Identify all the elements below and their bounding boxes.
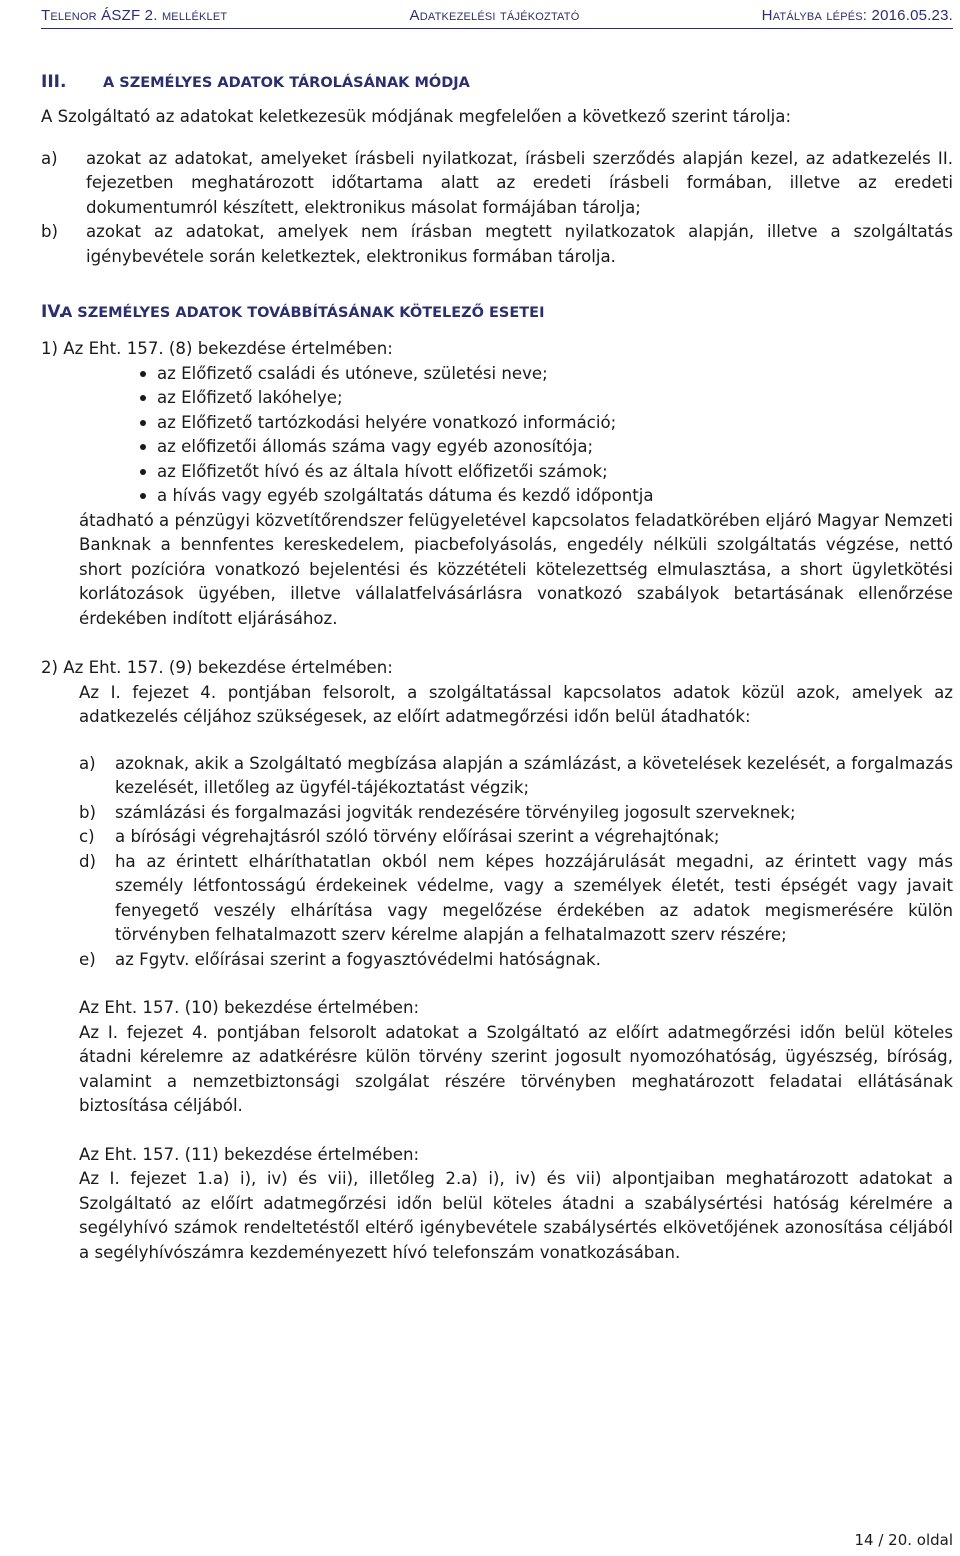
paragraph: A Szolgáltató az adatokat keletkezesük módjának megfelelően a következő szerint tárolja: — [41, 107, 792, 126]
page-number: 14 / 20. oldal — [854, 1531, 953, 1549]
header-center: Adatkezelési tájékoztató — [409, 6, 580, 24]
paragraph: Az I. fejezet 4. pontjában felsorolt adatokat a Szolgáltató az előírt adatmegőrzési időn belül köteles átadni kérelemre az adatkérésre külön törvény szerint jogosult nyomozóhatóság, ügyészség, bíróság, valamint a nemzetbiztonsági szolgálat részére törvényben meghatározott feladatai ellátásának biztosítása céljából. — [79, 1022, 953, 1115]
list-text: az Fgytv. előírásai szerint a fogyasztóvédelmi hatóságnak. — [115, 949, 601, 969]
list-item — [41, 752, 953, 801]
bullet-icon — [41, 460, 157, 485]
list-item: az Előfizető lakóhelye; — [41, 386, 953, 411]
bullet-icon — [41, 435, 157, 460]
list-item: a hívás vagy egyéb szolgáltatás dátuma és kezdő időpontja — [41, 484, 953, 509]
section-heading — [41, 72, 953, 92]
section-number: III. — [41, 72, 67, 92]
paragraph-heading: Az Eht. 157. (10) bekezdése értelmében: — [79, 998, 420, 1017]
storage-list — [41, 147, 953, 270]
list-label: a) — [41, 148, 58, 168]
section-number: IV. — [41, 302, 65, 322]
list-item: az Előfizető tartózkodási helyére vonatkozó információ; — [41, 411, 953, 436]
list-text: ha az érintett elháríthatatlan okból nem képes hozzájárulását megadni, az érintett vagy más személy létfontosságú érdekeinek védelme, vagy a személyek életét, testi épségét vagy javait fenyegető veszély elhárítása vagy megelőzése érdekében az adatok megismerésére külön törvényben felhatalmazott szerv kérelme alapján a felhatalmazott szerv részére; — [115, 851, 953, 944]
paragraph: Az I. fejezet 4. pontjában felsorolt, a szolgáltatással kapcsolatos adatok közül azok, amelyek az adatkezelés céljához szükségesek, az előírt adatmegőrzési időn belül átadhatók: — [79, 682, 953, 726]
list-item: az Előfizetőt hívó és az általa hívott előfizetői számok; — [41, 460, 953, 485]
list-label: c) — [79, 827, 95, 846]
list-text: számlázási és forgalmazási jogviták rendezésére törvényileg jogosult szerveknek; — [115, 802, 796, 822]
bullet-icon — [41, 411, 157, 436]
list-item — [41, 850, 953, 948]
bullet-icon — [41, 484, 157, 509]
header-rule — [41, 28, 953, 29]
list-label: b) — [79, 802, 97, 822]
bullet-list — [41, 362, 953, 509]
list-label: e) — [79, 949, 96, 969]
recipient-list — [41, 752, 953, 973]
list-item: az Előfizető családi és utóneve, születési neve; — [41, 362, 953, 387]
list-item — [41, 220, 953, 269]
list-text: azokat az adatokat, amelyek nem írásban megtett nyilatkozatok alapján, illetve a szolgáltatás igénybevétele során keletkeztek, elektronikus formában tárolja. — [86, 222, 953, 266]
paragraph-heading: 1) Az Eht. 157. (8) bekezdése értelmében: — [41, 339, 393, 358]
list-label: d) — [79, 851, 97, 871]
list-label: a) — [79, 753, 96, 773]
list-text: azokat az adatokat, amelyeket írásbeli nyilatkozat, írásbeli szerződés alapján kezel, az adatkezelés II. fejezetben meghatározott időtartama alatt az eredeti írásbeli formában, illetve az eredeti dokumentumról készített, elektronikus másolat formájában tárolja; — [86, 148, 953, 217]
bullet-icon — [41, 386, 157, 411]
list-label: b) — [41, 222, 59, 241]
paragraph: átadható a pénzügyi közvetítőrendszer felügyeletével kapcsolatos feladatkörében eljáró Magyar Nemzeti Banknak a bennfentes kereskedelem, piacbefolyásolás, engedély nélküli szolgáltatás végzése, nettó short pozícióra vonatkozó bejelentési és közzétételi kötelezettség elmulasztása, a short ügyletkötési korlátozások ügyében, illetve vállalatfelvásárlásra vonatkozó szabályok betartásának ellenőrzése érdekében indított eljárásához. — [79, 510, 953, 628]
list-item — [41, 147, 953, 221]
list-item — [41, 825, 953, 850]
section-heading — [41, 302, 953, 322]
document-body — [41, 70, 953, 1265]
section-title: A SZEMÉLYES ADATOK TOVÁBBÍTÁSÁNAK KÖTELEZŐ ESETEI — [61, 305, 545, 321]
header-left: Telenor ÁSZF 2. melléklet — [41, 6, 228, 24]
list-item: az előfizetői állomás száma vagy egyéb azonosítója; — [41, 435, 953, 460]
header-right: Hatályba lépés: 2016.05.23. — [761, 6, 953, 24]
list-item — [41, 948, 953, 973]
paragraph-heading: 2) Az Eht. 157. (9) bekezdése értelmében: — [41, 658, 393, 677]
page-header — [41, 4, 953, 26]
list-text: a bírósági végrehajtásról szóló törvény előírásai szerint a végrehajtónak; — [115, 827, 720, 846]
section-title: A SZEMÉLYES ADATOK TÁROLÁSÁNAK MÓDJA — [103, 75, 470, 91]
paragraph-heading: Az Eht. 157. (11) bekezdése értelmében: — [79, 1144, 420, 1164]
list-item — [41, 801, 953, 826]
bullet-icon — [41, 362, 157, 387]
list-text: azoknak, akik a Szolgáltató megbízása alapján a számlázást, a követelések kezelését, a forgalmazás kezelését, illetőleg az ügyfél-tájékoztatást végzik; — [115, 753, 953, 797]
paragraph: Az I. fejezet 1.a) i), iv) és vii), illetőleg 2.a) i), iv) és vii) alpontjaiban meghatározott adatokat a Szolgáltató az előírt adatmegőrzési időn belül köteles átadni a szabálysértési hatóság kérelmére a segélyhívó számok rendeltetéstől eltérő igénybevétele szabálysértés elkövetőjének azonosítása céljából a segélyhívószámra kezdeményezett hívó telefonszám vonatkozásában. — [79, 1169, 953, 1262]
